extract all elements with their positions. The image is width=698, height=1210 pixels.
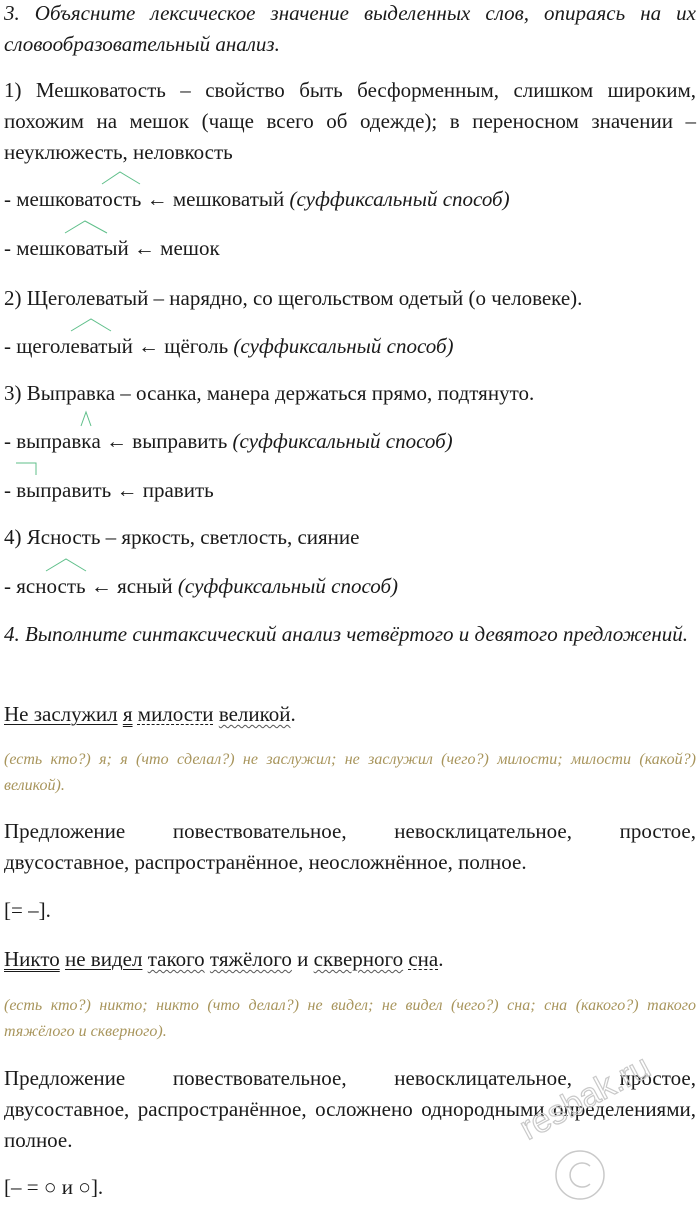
derivation-2 bbox=[4, 331, 454, 362]
sentence-1-questions: (есть кто?) я; я (что сделал?) не заслужил; не заслужил (чего?) милости; милости (какой?) великой). bbox=[4, 751, 696, 794]
suffix-arc-icon bbox=[71, 317, 113, 333]
attribute: такого bbox=[147, 947, 205, 971]
prefix-bracket-icon bbox=[16, 461, 40, 477]
suffix-text: оват bbox=[65, 236, 104, 260]
word-part: - щегол bbox=[4, 334, 71, 358]
item3-definition: 3) Выправка – осанка, манера держаться прямо, подтянуто. bbox=[4, 381, 535, 405]
sentence-1 bbox=[4, 699, 296, 730]
item2-definition: 2) Щеголеватый – нарядно, со щегольством одетый (о человеке). bbox=[4, 286, 583, 310]
suffix-arc-icon bbox=[65, 219, 109, 235]
word-rest: ый ← мешок bbox=[103, 236, 220, 260]
sentence-end: . bbox=[290, 702, 296, 726]
suffix-arc-icon bbox=[81, 410, 93, 428]
suffix-mark bbox=[81, 426, 91, 457]
watermark-text: resbak.ru bbox=[513, 1047, 657, 1148]
item4-definition: 4) Ясность – яркость, светлость, сияние bbox=[4, 525, 360, 549]
sentence-end: . bbox=[438, 947, 444, 971]
method-label: (суффиксальный способ) bbox=[233, 334, 454, 358]
object: сна bbox=[408, 947, 439, 971]
suffix-mark bbox=[71, 331, 108, 362]
word-part: - мешк bbox=[4, 236, 66, 260]
task4-heading: 4. Выполните синтаксический анализ четвёртого и девятого предложений. bbox=[4, 622, 689, 646]
word-rest: править ← править bbox=[40, 478, 214, 502]
derivation-3a bbox=[4, 426, 453, 457]
word-rest: ← ясный bbox=[85, 574, 178, 598]
method-label: (суффиксальный способ) bbox=[177, 574, 399, 598]
predicate: Не заслужил bbox=[4, 702, 118, 726]
word-part: - выправ bbox=[4, 429, 82, 453]
word-rest: ый ← щёголь bbox=[107, 334, 234, 358]
derivation-1a bbox=[4, 184, 510, 215]
suffix-arc-icon bbox=[46, 557, 88, 573]
sentence-2-scheme: [– = ○ и ○]. bbox=[4, 1175, 104, 1199]
method-label: (суффиксальный способ) bbox=[289, 187, 510, 211]
suffix-arc-icon bbox=[102, 170, 142, 186]
object: милости bbox=[137, 702, 214, 726]
item1-definition: 1) Мешковатость – свойство быть бесформенным, слишком широким, похожим на мешок (чаще всего об одежде); в переносном значении – неуклюжесть, неловкость bbox=[4, 78, 696, 164]
suffix-mark bbox=[65, 233, 103, 264]
subject: я bbox=[122, 702, 133, 726]
derivation-1b bbox=[4, 233, 220, 264]
suffix-text: к bbox=[81, 429, 92, 453]
word-part: - мешковат bbox=[4, 187, 103, 211]
suffix-mark bbox=[102, 184, 141, 215]
prefix-mark bbox=[16, 475, 40, 506]
word-rest: а ← выправить bbox=[91, 429, 233, 453]
task3-heading: 3. Объясните лексическое значение выделенных слов, опираясь на их словообразовательный анализ. bbox=[4, 1, 696, 56]
subject: Никто bbox=[4, 947, 60, 971]
derivation-3b bbox=[4, 475, 214, 506]
sentence-1-description: Предложение повествовательное, невосклицательное, простое, двусоставное, распространённое, неосложнённое, полное. bbox=[4, 819, 696, 874]
copyright-icon bbox=[556, 1151, 604, 1199]
word-rest: ← мешковатый bbox=[141, 187, 290, 211]
copyright-c-icon bbox=[570, 1163, 590, 1187]
attribute: тяжёлого bbox=[209, 947, 292, 971]
method-label: (суффиксальный способ) bbox=[232, 429, 453, 453]
sentence-2 bbox=[4, 944, 444, 975]
suffix-text: ость bbox=[46, 574, 86, 598]
attribute: великой bbox=[218, 702, 291, 726]
derivation-4 bbox=[4, 571, 398, 602]
predicate: не видел bbox=[64, 947, 143, 971]
suffix-text: еват bbox=[70, 334, 108, 358]
suffix-text: ость bbox=[102, 187, 142, 211]
suffix-mark bbox=[46, 571, 85, 602]
prefix-text: вы bbox=[16, 478, 41, 502]
attribute: скверного bbox=[313, 947, 404, 971]
word-part: - bbox=[4, 478, 17, 502]
sentence-2-description: Предложение повествовательное, невосклицательное, простое, двусоставное, распространённое, осложнено однородными определениями, полное. bbox=[4, 1066, 696, 1152]
sentence-1-scheme: [= –]. bbox=[4, 898, 51, 922]
word-part: - ясн bbox=[4, 574, 47, 598]
sentence-2-questions: (есть кто?) никто; никто (что делал?) не видел; не видел (чего?) сна; сна (какого?) такого тяжёлого и скверного). bbox=[4, 997, 696, 1040]
conjunction: и bbox=[291, 947, 314, 971]
